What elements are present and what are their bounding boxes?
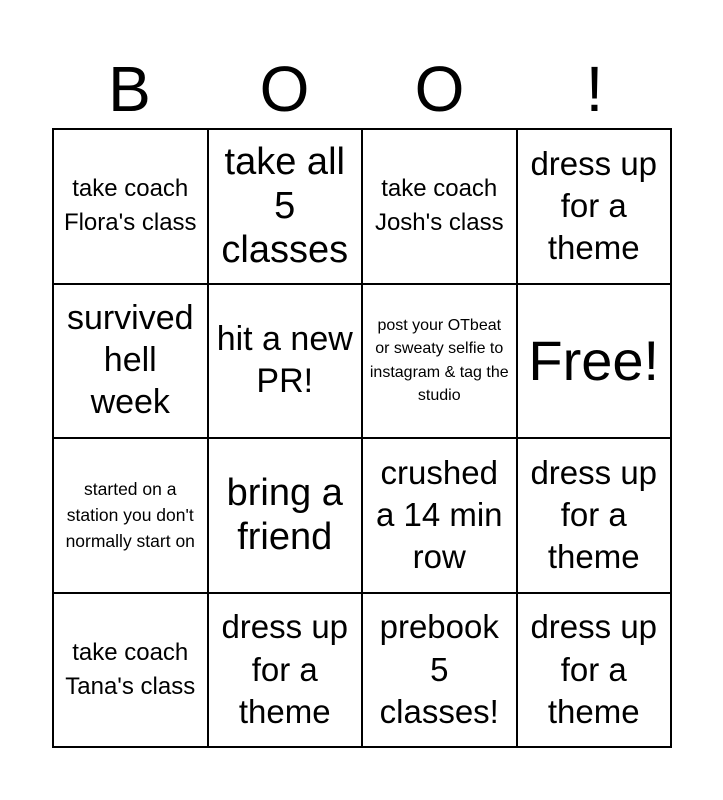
free-space-text: Free! <box>528 328 660 392</box>
bingo-cell-text: take all 5 classes <box>221 141 349 272</box>
bingo-cell-text: started on a station you don't normally start on <box>65 478 195 552</box>
bingo-cell-3[interactable] <box>362 129 517 284</box>
bingo-cell-7[interactable] <box>362 284 517 439</box>
bingo-cell-5[interactable] <box>53 284 208 439</box>
bingo-free-space[interactable] <box>517 284 672 439</box>
bingo-cell-14[interactable] <box>208 593 363 748</box>
bingo-cell-4[interactable] <box>517 129 672 284</box>
header-letter-3: O <box>414 53 465 125</box>
bingo-cell-text: prebook 5 classes! <box>379 608 499 730</box>
bingo-cell-text: dress up for a theme <box>221 608 349 730</box>
header-letter-2: O <box>259 53 310 125</box>
bingo-cell-text: dress up for a theme <box>530 608 658 730</box>
bingo-cell-text: crushed a 14 min row <box>375 453 503 576</box>
bingo-cell-text: hit a new PR! <box>216 319 353 400</box>
bingo-cell-text: dress up for a theme <box>530 453 658 576</box>
bingo-cell-2[interactable] <box>208 129 363 284</box>
bingo-cell-11[interactable] <box>362 438 517 593</box>
bingo-cell-text: take coach Tana's class <box>65 638 196 700</box>
bingo-cell-15[interactable] <box>362 593 517 748</box>
bingo-cell-text: post your OTbeat or sweaty selfie to instagram & tag the studio <box>369 316 509 405</box>
bingo-cell-6[interactable] <box>208 284 363 439</box>
bingo-cell-13[interactable] <box>53 593 208 748</box>
header-letter-4: ! <box>585 53 604 125</box>
bingo-board <box>52 128 672 748</box>
header-letter-1: B <box>108 53 151 125</box>
bingo-cell-12[interactable] <box>517 438 672 593</box>
bingo-cell-text: take coach Flora's class <box>63 175 197 237</box>
bingo-cell-10[interactable] <box>208 438 363 593</box>
bingo-cell-16[interactable] <box>517 593 672 748</box>
bingo-cell-1[interactable] <box>53 129 208 284</box>
bingo-header <box>52 50 672 128</box>
bingo-cell-text: survived hell week <box>66 299 194 421</box>
bingo-cell-text: bring a friend <box>226 472 343 559</box>
bingo-cell-text: take coach Josh's class <box>374 175 504 237</box>
bingo-cell-text: dress up for a theme <box>530 144 658 267</box>
bingo-cell-9[interactable] <box>53 438 208 593</box>
